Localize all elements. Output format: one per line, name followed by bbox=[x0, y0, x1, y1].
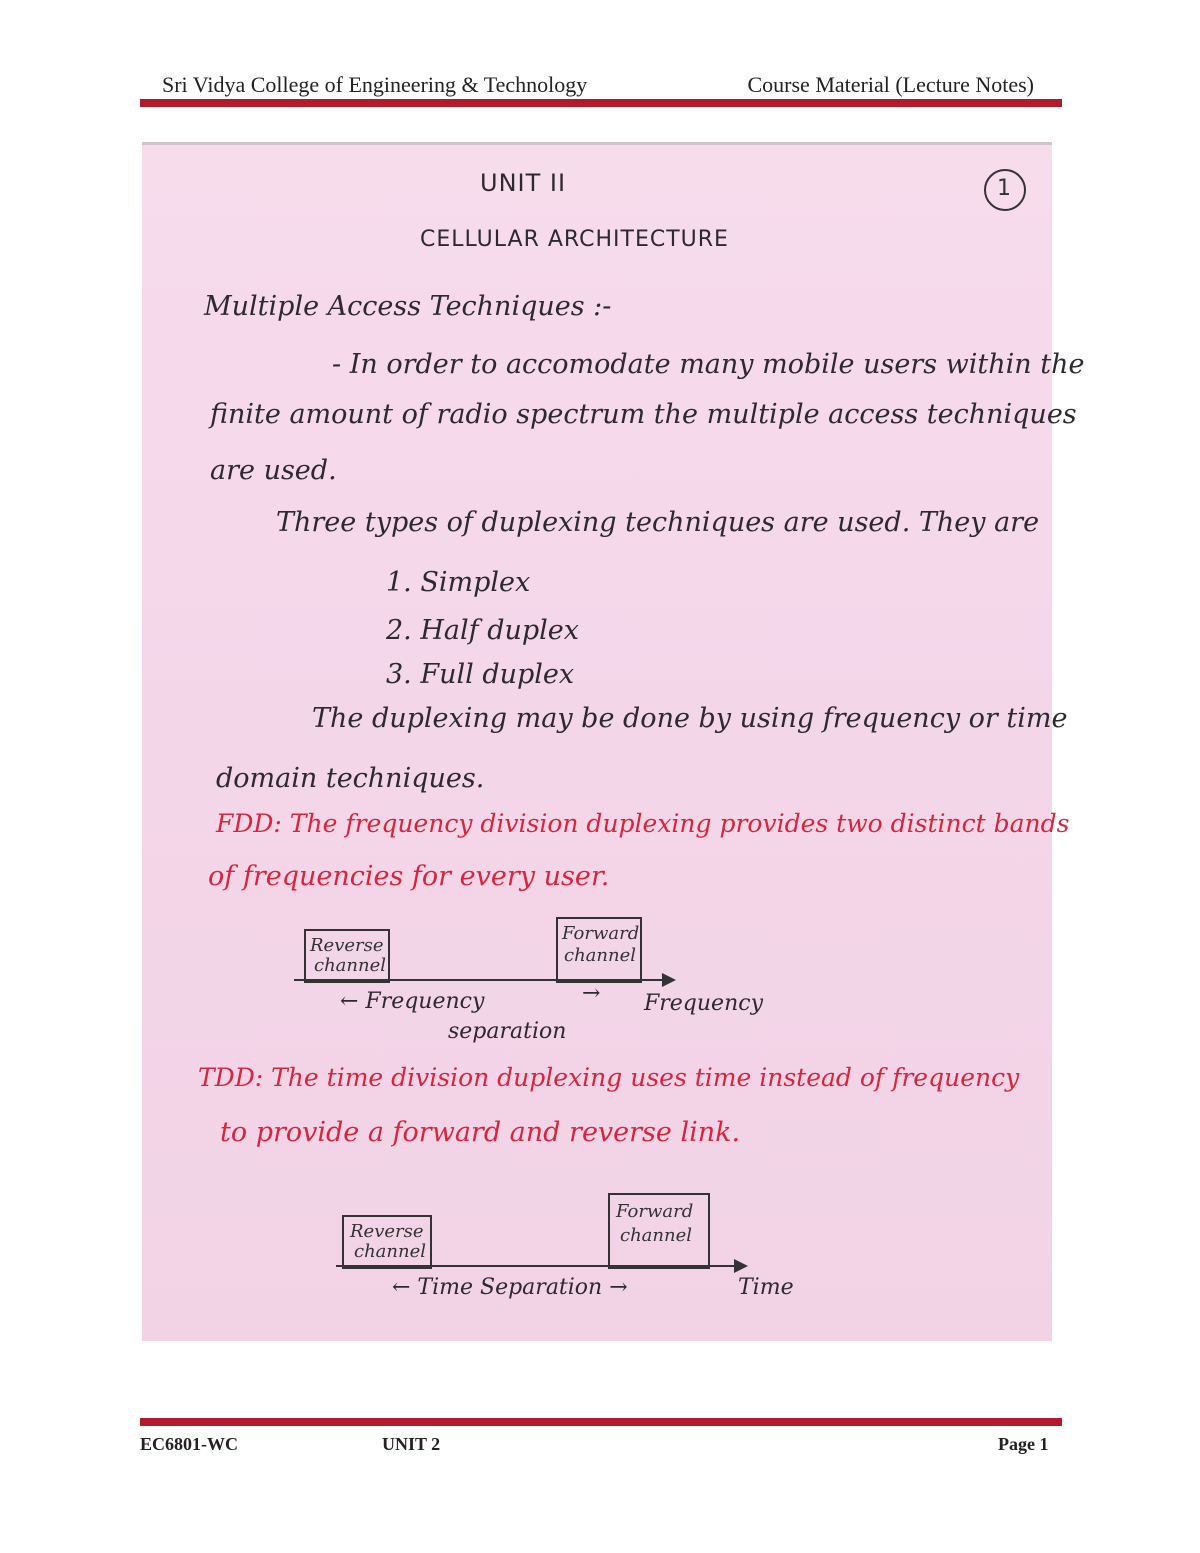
section-heading: Multiple Access Techniques :- bbox=[204, 291, 612, 322]
tdd-axis-label: Time bbox=[738, 1275, 794, 1300]
fdd-line2: of frequencies for every user. bbox=[208, 861, 610, 892]
course-code: EC6801-WC bbox=[140, 1434, 238, 1454]
duplexing-intro: Three types of duplexing techniques are used. They are bbox=[276, 507, 1040, 538]
para1-line2: finite amount of radio spectrum the multiple access techniques bbox=[210, 399, 1077, 430]
tdd-line2: to provide a forward and reverse link. bbox=[220, 1117, 741, 1148]
fdd-axis bbox=[294, 979, 664, 981]
tdd-forward-label-2: channel bbox=[620, 1225, 692, 1246]
fdd-line1: FDD: The frequency division duplexing provides two distinct bands bbox=[216, 809, 1070, 838]
fdd-axis-arrow bbox=[662, 973, 676, 987]
tdd-forward-label-1: Forward bbox=[616, 1201, 694, 1222]
tdd-line1: TDD: The time division duplexing uses time instead of frequency bbox=[198, 1063, 1020, 1092]
page-mark: 1 bbox=[997, 176, 1011, 201]
fdd-separation-2: separation bbox=[448, 1019, 567, 1044]
tdd-reverse-label-2: channel bbox=[354, 1241, 426, 1262]
fdd-forward-label-1: Forward bbox=[562, 923, 640, 944]
tdd-axis-arrow bbox=[734, 1259, 748, 1273]
handwritten-notes-scan bbox=[142, 142, 1085, 1341]
fdd-reverse-label-1: Reverse bbox=[310, 935, 384, 956]
college-name: Sri Vidya College of Engineering & Technology bbox=[162, 72, 588, 97]
document-type: Course Material (Lecture Notes) bbox=[747, 72, 1034, 97]
fdd-separation-1: ← Frequency bbox=[340, 989, 485, 1014]
para2-line1: The duplexing may be done by using frequency or time bbox=[312, 703, 1068, 734]
para1-line3: are used. bbox=[210, 455, 337, 486]
tdd-reverse-label-1: Reverse bbox=[350, 1221, 424, 1242]
tdd-axis bbox=[336, 1265, 736, 1267]
fdd-separation-arrow: → bbox=[582, 981, 601, 1006]
page-number: Page 1 bbox=[998, 1434, 1049, 1454]
para2-line2: domain techniques. bbox=[216, 763, 485, 794]
fdd-axis-label: Frequency bbox=[644, 991, 763, 1016]
footer-rule bbox=[140, 1418, 1062, 1426]
chapter-title: CELLULAR ARCHITECTURE bbox=[420, 227, 729, 252]
type-simplex: 1. Simplex bbox=[386, 567, 531, 598]
fdd-reverse-label-2: channel bbox=[314, 955, 386, 976]
header-rule bbox=[140, 99, 1062, 107]
fdd-forward-label-2: channel bbox=[564, 945, 636, 966]
para1-line1: - In order to accomodate many mobile users within the bbox=[332, 349, 1085, 380]
unit-title: UNIT II bbox=[480, 169, 567, 197]
tdd-separation: ← Time Separation → bbox=[392, 1275, 628, 1300]
page-header bbox=[140, 70, 1062, 100]
type-full-duplex: 3. Full duplex bbox=[386, 659, 575, 690]
footer-unit: UNIT 2 bbox=[382, 1434, 441, 1454]
type-half-duplex: 2. Half duplex bbox=[386, 615, 579, 646]
